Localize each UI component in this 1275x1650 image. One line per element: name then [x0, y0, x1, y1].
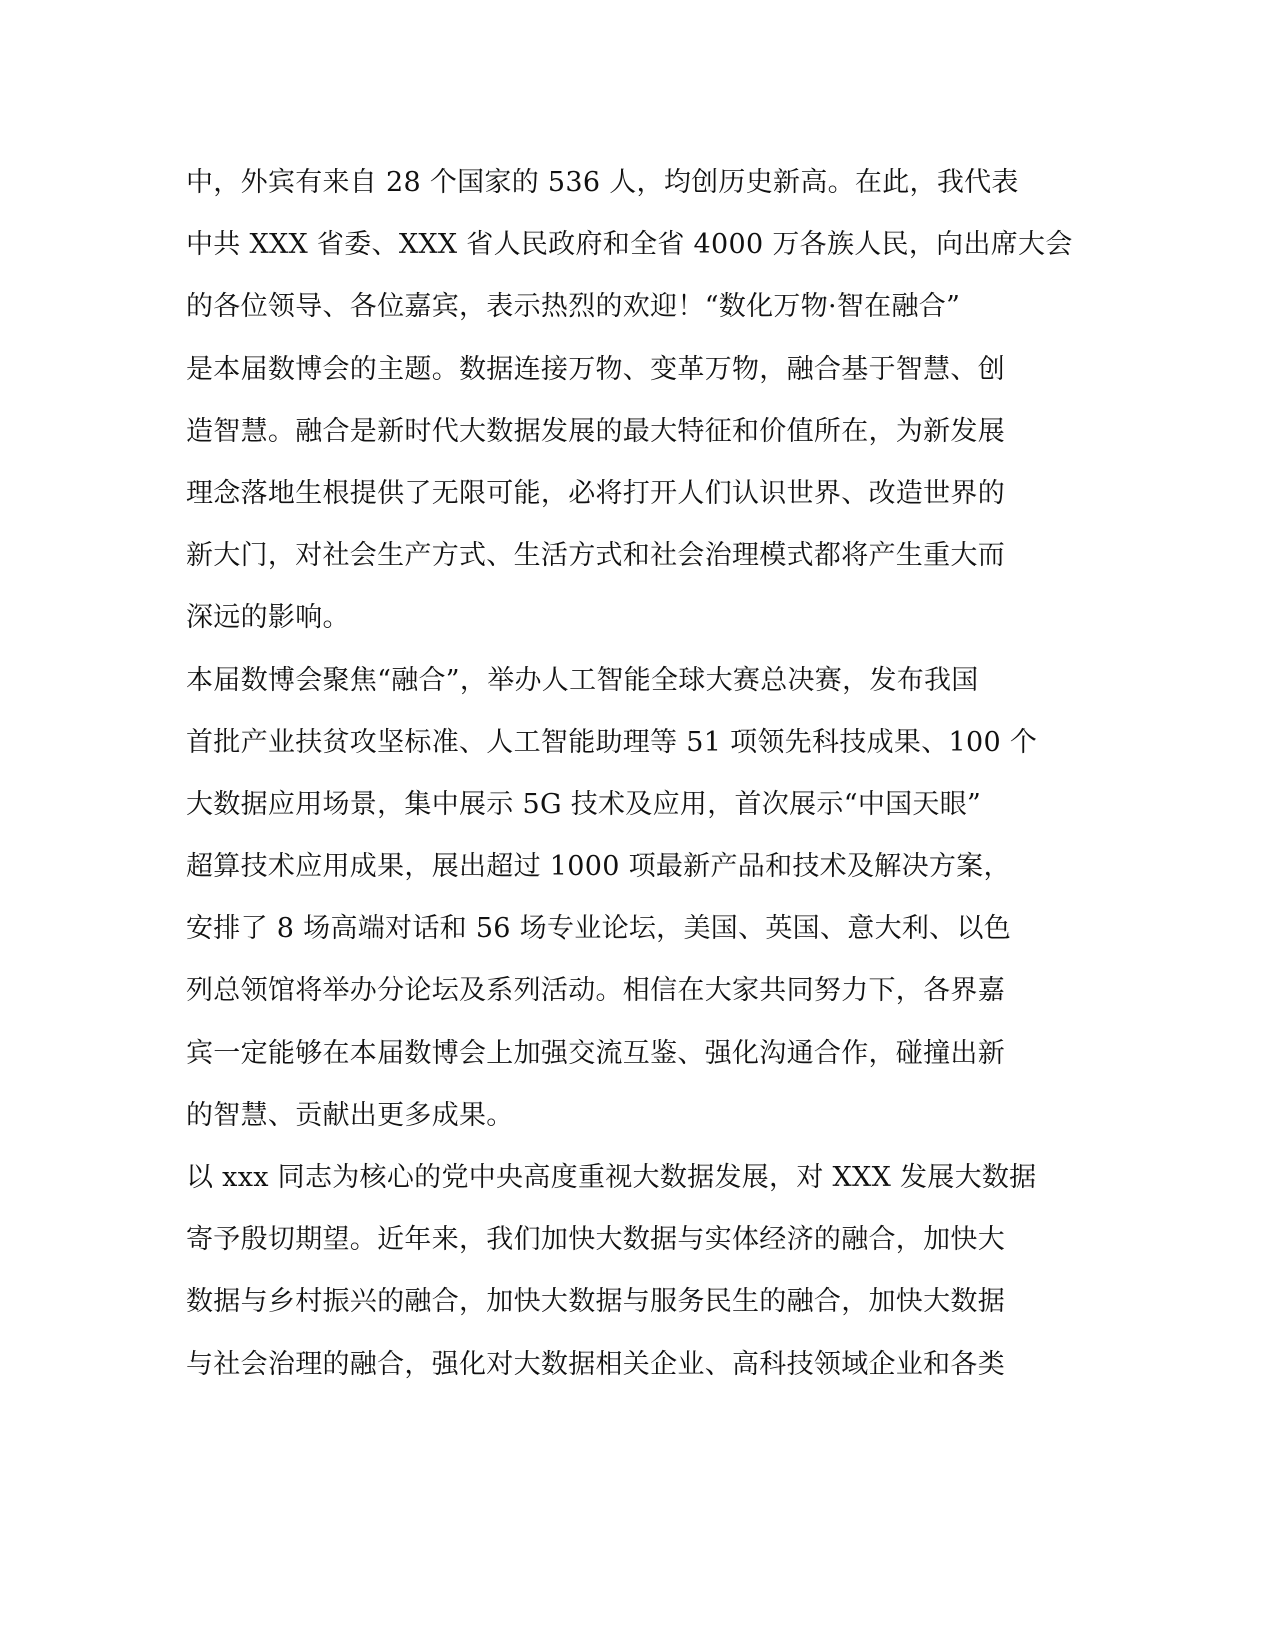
text-line: 新大门，对社会生产方式、生活方式和社会治理模式都将产生重大而: [186, 540, 1005, 572]
text-line: 超算技术应用成果，展出超过 1000 项最新产品和技术及解决方案，: [186, 851, 1011, 883]
text-line: 中，外宾有来自 28 个国家的 536 人，均创历史新高。在此，我代表: [186, 167, 1019, 198]
text-line: 是本届数博会的主题。数据连接万物、变革万物，融合基于智慧、创: [186, 353, 1005, 385]
text-line: 宾一定能够在本届数博会上加强交流互鉴、强化沟通合作，碰撞出新: [186, 1037, 1005, 1069]
text-line: 以 xxx 同志为核心的党中央高度重视大数据发展，对 XXX 发展大数据: [186, 1162, 1037, 1193]
text-line: 安排了 8 场高端对话和 56 场专业论坛，美国、英国、意大利、以色: [186, 913, 1012, 945]
paragraph: [186, 152, 1073, 650]
paragraph: [186, 1147, 1066, 1396]
text-line: 列总领馆将举办分论坛及系列活动。相信在大家共同努力下，各界嘉: [186, 975, 1005, 1007]
text-line: 造智慧。融合是新时代大数据发展的最大特征和价值所在，为新发展: [186, 415, 1005, 447]
text-line: 理念落地生根提供了无限可能，必将打开人们认识世界、改造世界的: [186, 477, 1005, 509]
text-line: 本届数博会聚焦“融合”，举办人工智能全球大赛总决赛，发布我国: [186, 664, 979, 696]
text-line: 首批产业扶贫攻坚标准、人工智能助理等 51 项领先科技成果、100 个: [186, 726, 1038, 758]
text-line: 中共 XXX 省委、XXX 省人民政府和全省 4000 万各族人民，向出席大会: [186, 229, 1073, 261]
text-line: 数据与乡村振兴的融合，加快大数据与服务民生的融合，加快大数据: [186, 1286, 1005, 1318]
text-line: 与社会治理的融合，强化对大数据相关企业、高科技领域企业和各类: [186, 1348, 1005, 1380]
text-line: 深远的影响。: [186, 602, 350, 634]
text-line: 的智慧、贡献出更多成果。: [186, 1099, 514, 1131]
document-body: [186, 152, 1073, 1396]
text-line: 大数据应用场景，集中展示 5G 技术及应用，首次展示“中国天眼”: [186, 788, 982, 820]
text-line: 的各位领导、各位嘉宾，表示热烈的欢迎！“数化万物·智在融合”: [186, 291, 961, 323]
paragraph: [186, 650, 1066, 1148]
text-line: 寄予殷切期望。近年来，我们加快大数据与实体经济的融合，加快大: [186, 1224, 1005, 1256]
